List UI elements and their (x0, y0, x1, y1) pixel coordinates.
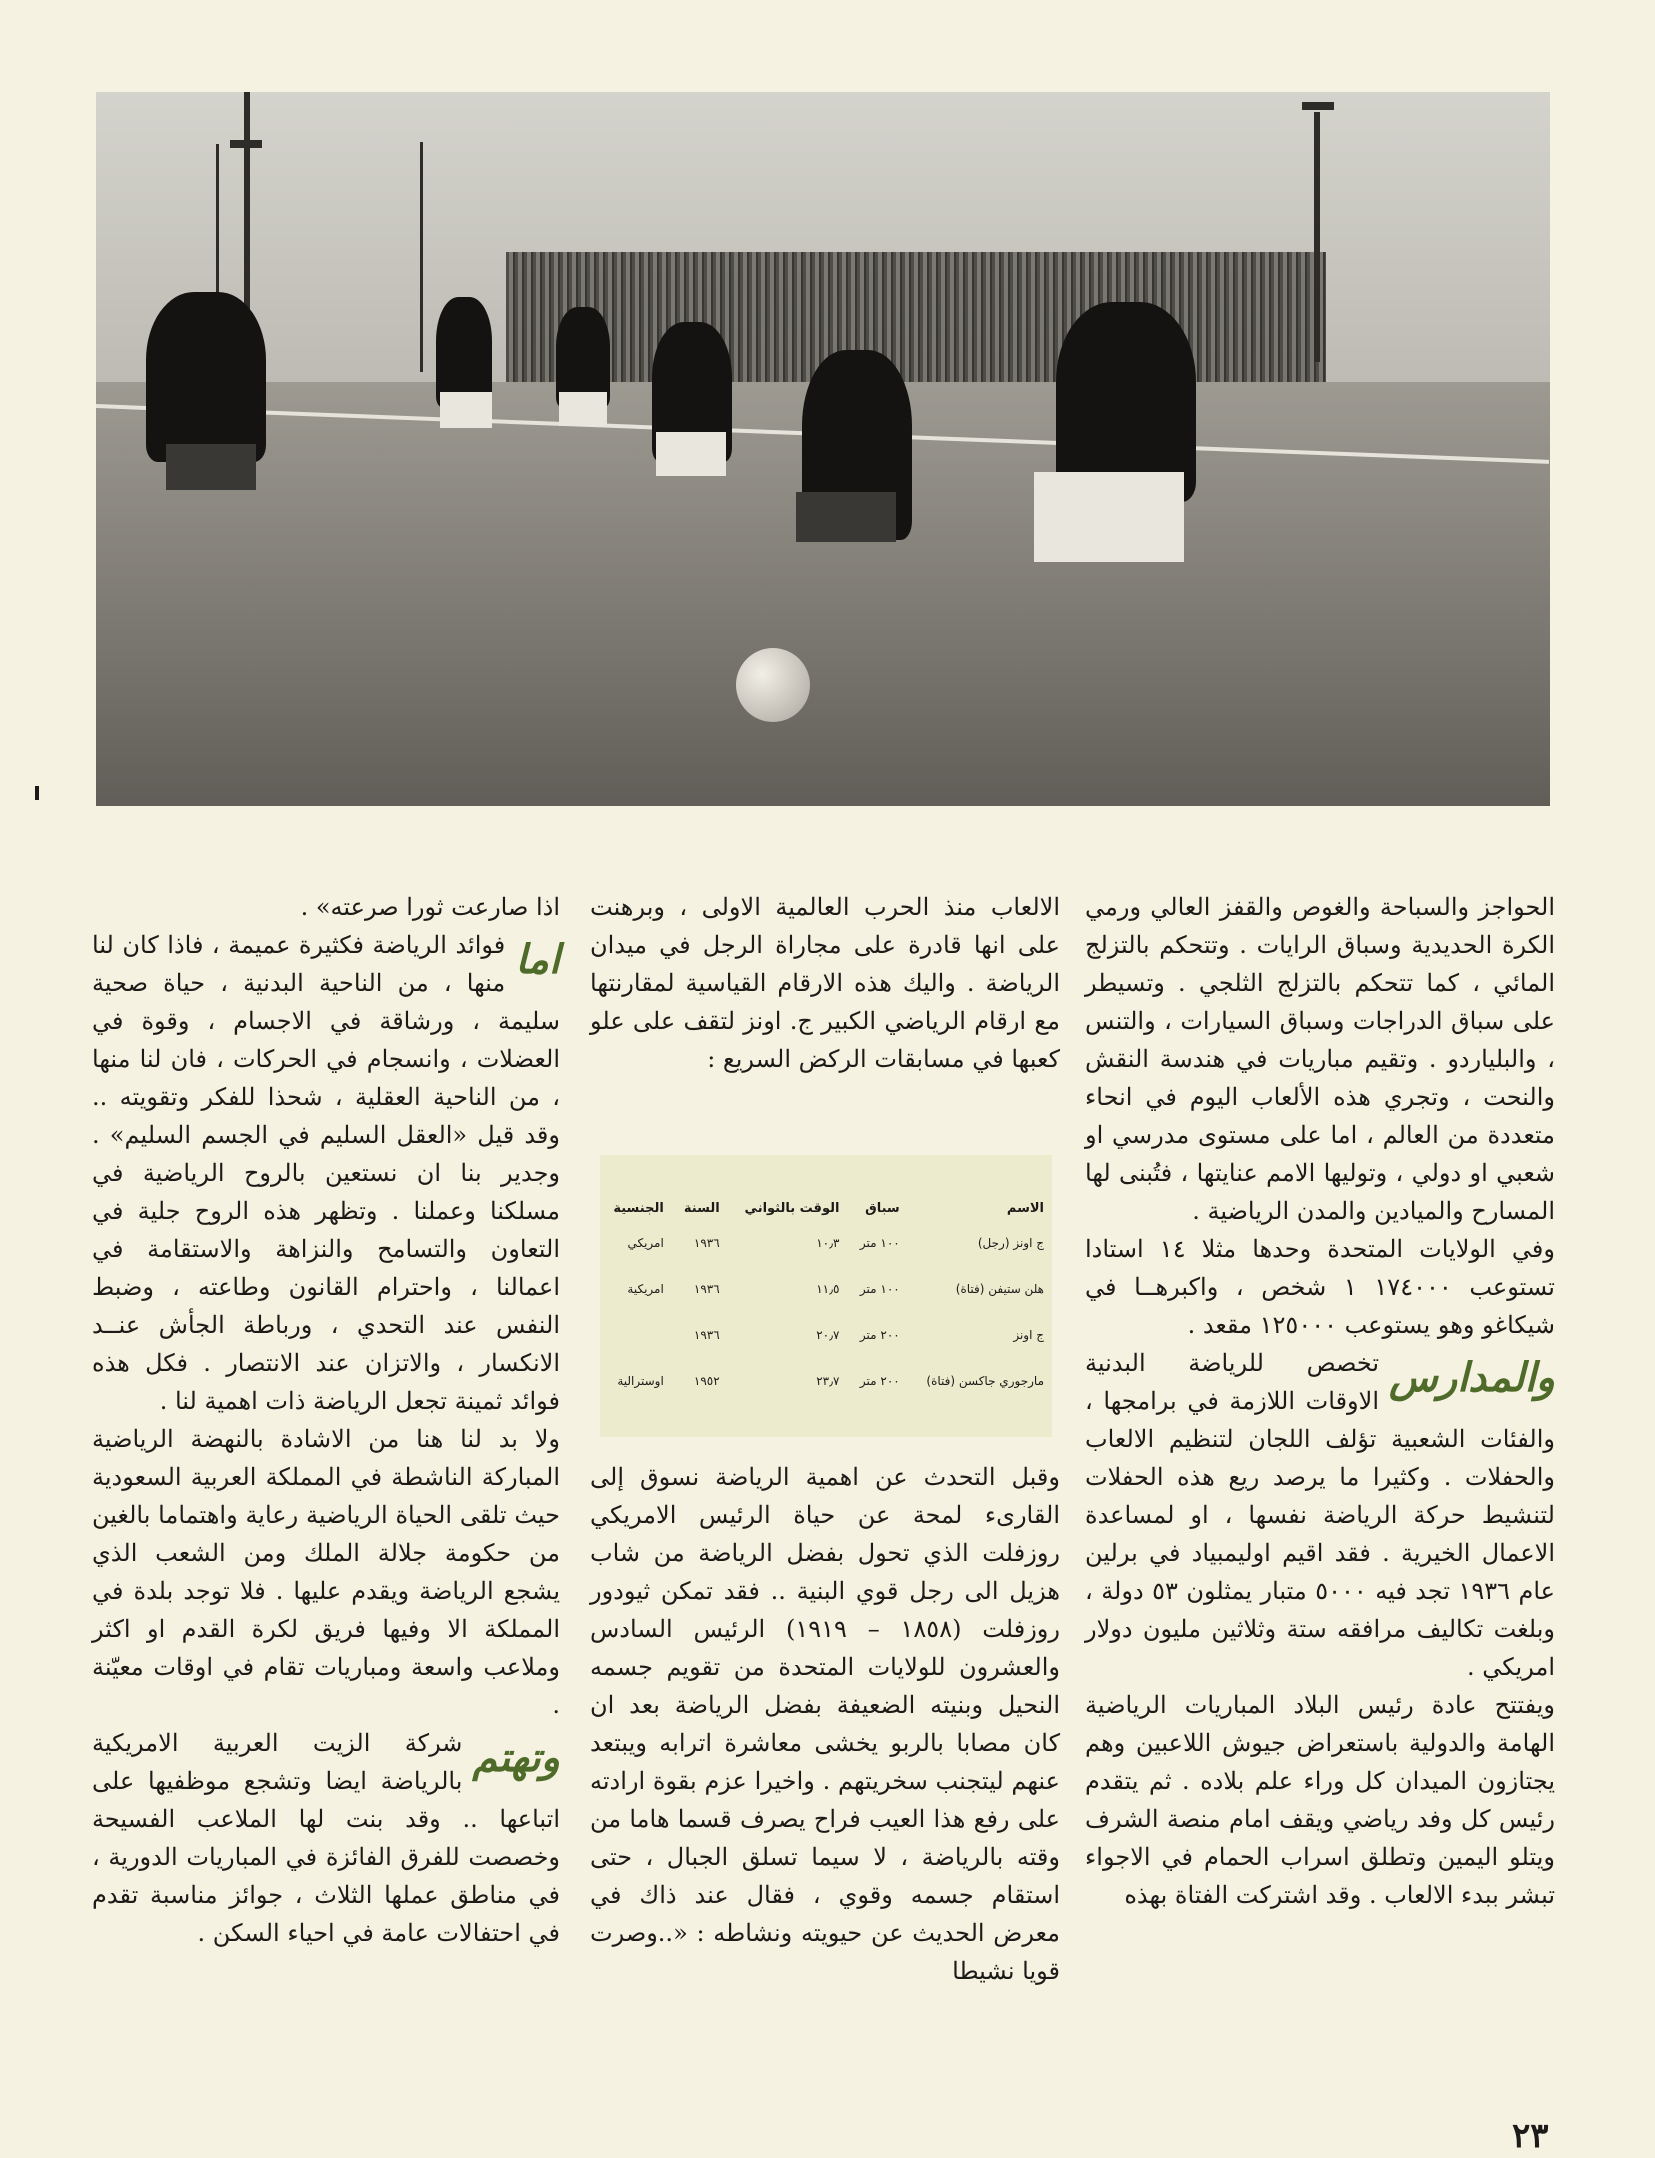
paragraph: وفي الولايات المتحدة وحدها مثلا ١٤ استادا تستوعب ١٧٤٠٠٠ ١ شخص ، واكبرهــا في شيكاغو وهو يستوعب ١٢٥٠٠٠ مقعد . (1085, 1235, 1555, 1339)
paragraph: الحواجز والسباحة والغوص والقفز العالي ورمي الكرة الحديدية وسباق الرايات . وتتحكم بالتزلج المائي ، كما تتحكم بالتزلج الثلجي . وتسيطر على سباق الدراجات وسباق السيارات ، والتنس ، والبلياردو . وتقيم مباريات في هندسة النقش والنحت ، وتجري هذه الألعاب اليوم في انحاء متعددة من العالم ، اما على مستوى مدرسي او شعبي او دولي ، وتوليها الامم عنايتها ، فتُبنى لها المسارح والميادين والمدن الرياضية . (1085, 893, 1556, 1225)
paragraph: ولا بد لنا هنا من الاشادة بالنهضة الرياضية المباركة الناشطة في المملكة العربية السعودية حيث تلقى الحياة الرياضية رعاية واهتماما بالغين من حكومة جلالة الملك ومن الشعب الذي يشجع الرياضة ويقدم عليها . فلا توجد بلدة في المملكة الا وفيها فريق لكرة القدم او اكثر وملاعب واسعة ومباريات تقام في اوقات معيّنة . (92, 1425, 560, 1719)
paragraph: اذا صارعت ثورا صرعته» . (300, 893, 560, 921)
paragraph: وقبل التحدث عن اهمية الرياضة نسوق إلى القارىء لمحة عن حياة الرئيس الامريكي روزفلت الذي تحول بفضل الرياضة من شاب هزيل الى رجل قوي البنية .. فقد تمكن ثيودور روزفلت (١٨٥٨ – ١٩١٩) الرئيس السادس والعشرون للولايات المتحدة من تقويم جسمه النحيل وبنيته الضعيفة بفضل الرياضة بعد ان كان مصابا بالربو يخشى معاشرة اترابه ويبتعد عنهم ليتجنب سخريتهم . واخيرا عزم بقوة ارادته على رفع هذا العيب فراح يصرف قسما هاما من وقته بالرياضة ، لا سيما تسلق الجبال ، حتى استقام جسمه وقوي ، فقال عند ذاك في معرض الحديث عن حيويته ونشاطه : «..وصرت قويا نشيطا (590, 1463, 1060, 1985)
paragraph: ويفتتح عادة رئيس البلاد المباريات الرياضية الهامة والدولية باستعراض جيوش اللاعبين وهم يجتازون الميدان كل وراء علم بلاده . ثم يتقدم رئيس كل وفد رياضي ويقف امام منصة الشرف ويتلو اليمين وتطلق اسراب الحمام في الاجواء تبشر ببدء الالعاب . وقد اشتركت الفتاة بهذه (1085, 1691, 1555, 1909)
table-cell: ٢٣٫٧ (816, 1374, 840, 1388)
table-row (600, 1312, 1052, 1358)
section-heading: وتهتم (472, 1734, 560, 1781)
table-cell: ٢٠٠ متر (859, 1328, 900, 1342)
player-shorts (796, 492, 896, 542)
table-cell: ١٩٥٢ (693, 1374, 720, 1388)
column-left (92, 888, 560, 1952)
player-background (436, 297, 492, 407)
table-cell (600, 1312, 672, 1358)
photo-grandstand (506, 252, 1326, 382)
football-match-photo (96, 92, 1550, 806)
column-middle-lower (590, 1458, 1060, 1990)
table-row (600, 1220, 1052, 1266)
table-cell: ٢٠٠ متر (859, 1374, 900, 1388)
table-cell: ١٩٣٦ (693, 1282, 720, 1296)
column-right (1085, 888, 1555, 1914)
table-cell: ١٠٠ متر (859, 1282, 900, 1296)
table-cell: مارجوري جاكسن (فتاة) (926, 1374, 1044, 1388)
football (736, 648, 810, 722)
section-heading: والمدارس (1389, 1354, 1555, 1401)
light-lamp (1302, 102, 1334, 110)
player-striped (146, 292, 266, 462)
records-table (600, 1155, 1052, 1437)
header-cell: سباق (865, 1201, 900, 1216)
table-cell: ١١٫٥ (816, 1282, 840, 1296)
paragraph: فوائد الرياضة فكثيرة عميمة ، فاذا كان لنا منها ، من الناحية البدنية ، حياة صحية سليمة ، ورشاقة في الاجسام ، وقوة في العضلات ، وانسجام في الحركات ، فان لنا منها ، من الناحية العقلية ، شحذا للفكر وتقويته .. وقد قيل «العقل السليم في الجسم السليم» . وجدير بنا ان نستعين بالروح الرياضية في مسلكنا وعملنا . وتظهر هذه الروح جلية في التعاون والتسامح والنزاهة والاستقامة في اعمالنا ، واحترام القانون وطاعته ، وضبط النفس عند التحدي ، ورباطة الجأش عنــد الانكسار ، والاتزان عند الانتصار . فكل هذه فوائد ثمينة تجعل الرياضة ذات اهمية لنا . (92, 931, 560, 1415)
player-shorts (166, 444, 256, 490)
player-shorts (440, 392, 492, 428)
table-cell: هلن ستيفن (فتاة) (955, 1282, 1044, 1296)
header-cell: الجنسية (613, 1201, 664, 1216)
table-cell: ١٠٫٣ (816, 1236, 840, 1250)
table-header-row (600, 1197, 1052, 1220)
table-row (600, 1358, 1052, 1404)
table-cell: ٢٠٫٧ (816, 1328, 840, 1342)
header-cell: الاسم (1006, 1201, 1044, 1216)
header-cell: السنة (683, 1201, 720, 1216)
table-cell: امريكي (627, 1236, 664, 1250)
table-cell: ١٩٣٦ (693, 1236, 720, 1250)
table-row (600, 1266, 1052, 1312)
paragraph: تخصص للرياضة البدنية الاوقات اللازمة في برامجها ، والفئات الشعبية تؤلف اللجان لتنظيم الالعاب والحفلات . وكثيرا ما يرصد ريع هذه الحفلات لتنشيط حركة الرياضة نفسها ، او لمساعدة الاعمال الخيرية . فقد اقيم اوليمبياد في برلين عام ١٩٣٦ تجد فيه ٥٠٠٠ متبار يمثلون ٥٣ دولة ، وبلغت تكاليف مرافقه ستة وثلاثين مليون دولار امريكي . (1085, 1349, 1555, 1681)
light-pole (420, 142, 423, 372)
table-cell: ١٩٣٦ (693, 1328, 720, 1342)
table-cell: اوسترالية (617, 1374, 664, 1388)
margin-mark (35, 786, 39, 800)
paragraph: الالعاب منذ الحرب العالمية الاولى ، وبرهنت على انها قادرة على مجاراة الرجل في ميدان الرياضة . واليك هذه الارقام القياسية لمقارنتها مع ارقام الرياضي الكبير ج. اونز لتقف على علو كعبها في مسابقات الركض السريع : (590, 893, 1060, 1073)
player-shorts (1034, 472, 1184, 562)
table-cell: ١٠٠ متر (859, 1236, 900, 1250)
table-cell: امريكية (627, 1282, 664, 1296)
column-middle (590, 888, 1060, 1078)
player-shorts (656, 432, 726, 476)
player-shorts (559, 392, 607, 426)
light-pole (1314, 112, 1320, 362)
light-lamp (230, 140, 262, 148)
page-number: ٢٣ (1512, 2116, 1549, 2156)
section-heading: اما (515, 936, 560, 983)
table-cell: ج اونز (1013, 1328, 1044, 1342)
paragraph: شركة الزيت العربية الامريكية بالرياضة ايضا وتشجع موظفيها على اتباعها .. وقد بنت لها الملاعب الفسيحة وخصصت للفرق الفائزة في المباريات الدورية ، في مناطق عملها الثلاث ، جوائز مناسبة تقدم في احتفالات عامة في احياء السكن . (92, 1729, 560, 1947)
table-cell: ج اونز (رجل) (977, 1236, 1044, 1250)
header-cell: الوقت بالثواني (744, 1201, 840, 1216)
